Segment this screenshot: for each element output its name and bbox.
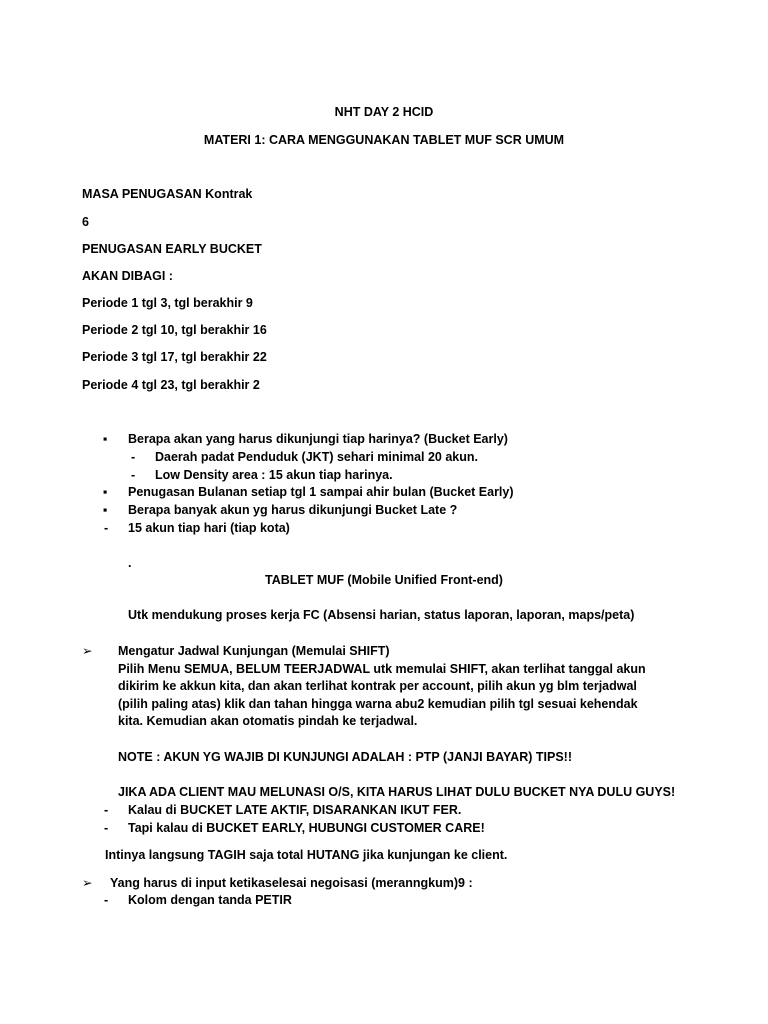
dash-marker: - — [104, 803, 109, 817]
doc-subtitle: MATERI 1: CARA MENGGUNAKAN TABLET MUF SCR UMUM — [203, 133, 565, 147]
arrow-bullet-icon: ➢ — [82, 644, 93, 658]
periode-line: Periode 3 tgl 17, tgl berakhir 22 — [82, 350, 267, 364]
dash-marker: - — [104, 821, 109, 835]
bullet-item: Berapa akan yang harus dikunjungi tiap harinya? (Bucket Early) — [128, 432, 508, 446]
utk-line: Utk mendukung proses kerja FC (Absensi harian, status laporan, laporan, maps/peta) — [128, 608, 635, 622]
bullet-item: Berapa banyak akun yg harus dikunjungi Bucket Late ? — [128, 503, 458, 517]
para-line: kita. Kemudian akan otomatis pindah ke terjadwal. — [118, 714, 418, 728]
jika-line: JIKA ADA CLIENT MAU MELUNASI O/S, KITA HARUS LIHAT DULU BUCKET NYA DULU GUYS! — [118, 785, 676, 799]
bullet-item: Penugasan Bulanan setiap tgl 1 sampai ahir bulan (Bucket Early) — [128, 485, 514, 499]
dash-marker: - — [131, 450, 136, 464]
dash-item: Kalau di BUCKET LATE AKTIF, DISARANKAN IKUT FER. — [128, 803, 462, 817]
dash-item: Tapi kalau di BUCKET EARLY, HUBUNGI CUSTOMER CARE! — [128, 821, 485, 835]
arrow-item: Mengatur Jadwal Kunjungan (Memulai SHIFT) — [118, 644, 390, 658]
dash-marker: - — [104, 893, 109, 907]
para-line: dikirim ke akkun kita, dan akan terlihat kontrak per account, pilih akun yg blm terjadwal — [118, 679, 637, 693]
dash-item: Kolom dengan tanda PETIR — [128, 893, 292, 907]
tablet-title: TABLET MUF (Mobile Unified Front-end) — [265, 573, 503, 587]
sub-item: Daerah padat Penduduk (JKT) sehari minimal 20 akun. — [155, 450, 479, 464]
penugasan-early: PENUGASAN EARLY BUCKET — [82, 242, 262, 256]
dash-marker: - — [131, 468, 136, 482]
periode-line: Periode 1 tgl 3, tgl berakhir 9 — [82, 296, 253, 310]
intinya-line: Intinya langsung TAGIH saja total HUTANG jika kunjungan ke client. — [105, 848, 508, 862]
doc-title: NHT DAY 2 HCID — [334, 105, 434, 119]
arrow-item: Yang harus di input ketikaselesai negoisasi (meranngkum)9 : — [110, 876, 473, 890]
periode-line: Periode 2 tgl 10, tgl berakhir 16 — [82, 323, 267, 337]
masa-value: 6 — [82, 215, 89, 229]
masa-penugasan: MASA PENUGASAN Kontrak — [82, 187, 253, 201]
para-line: Pilih Menu SEMUA, BELUM TEERJADWAL utk memulai SHIFT, akan terlihat tanggal akun — [118, 662, 646, 676]
square-bullet-icon: ▪ — [103, 485, 108, 499]
dot-line: . — [128, 556, 132, 570]
square-bullet-icon: ▪ — [103, 432, 108, 446]
arrow-bullet-icon: ➢ — [82, 876, 93, 890]
para-line: (pilih paling atas) klik dan tahan hingga warna abu2 kemudian pilih tgl sesuai kehendak — [118, 697, 638, 711]
periode-line: Periode 4 tgl 23, tgl berakhir 2 — [82, 378, 260, 392]
square-bullet-icon: ▪ — [103, 503, 108, 517]
dash-marker: - — [104, 521, 109, 535]
sub-item: Low Density area : 15 akun tiap harinya. — [155, 468, 393, 482]
note-line: NOTE : AKUN YG WAJIB DI KUNJUNGI ADALAH : PTP (JANJI BAYAR) TIPS!! — [118, 750, 572, 764]
akan-dibagi: AKAN DIBAGI : — [82, 269, 173, 283]
dash-item: 15 akun tiap hari (tiap kota) — [128, 521, 290, 535]
